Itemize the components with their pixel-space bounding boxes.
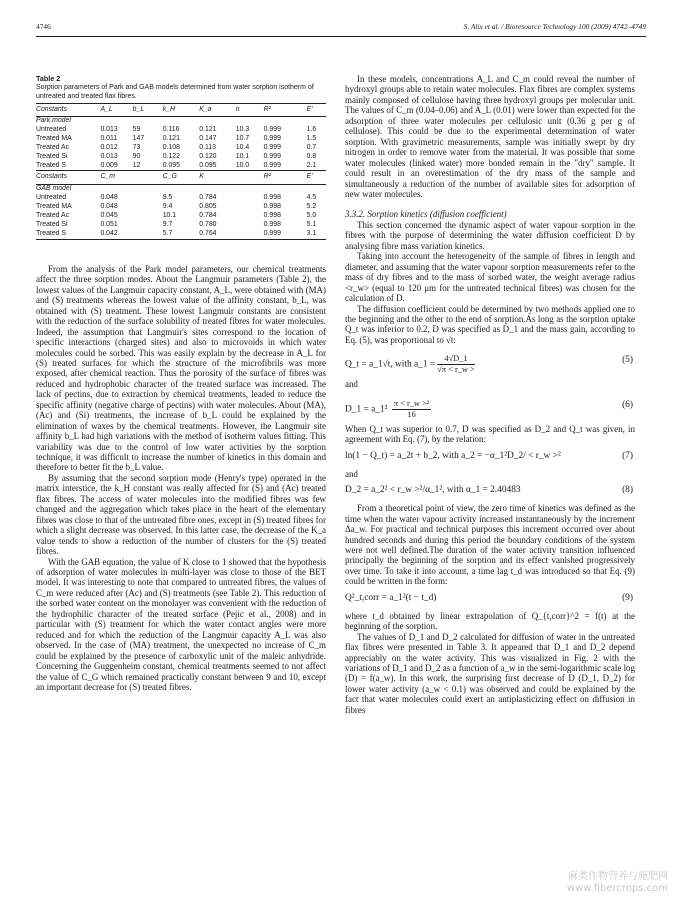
body-paragraph: This section concerned the dynamic aspect of water vapour sorption in the fibres with the purpose of determining the water diffusion coefficient D by analysing fibre mass variation kinetics. [345,219,635,251]
fraction-denominator: √π < r_w > [437,365,475,375]
model-label: Park model [36,117,71,124]
table-cell: Untreated [36,194,67,202]
equation-text: ln(1 − Q_t) = a_2t + b_2, with a_2 = −α_1²D_2/ < r_w >² [345,450,561,461]
table-cell: 0.095 [162,161,180,169]
equation-number: (8) [622,485,633,496]
table-row [36,194,326,203]
connector-word: and [345,379,358,390]
table-cell: Treated Si [36,152,68,160]
table-cell: 0.764 [199,230,263,239]
table-row [36,230,326,239]
header-rule [36,36,646,37]
park-header-row [36,104,326,117]
equation-text: Q²_t,corr = a_1²(t − t_d) [345,592,437,603]
table-header-cell: K [199,171,263,185]
table-cell: 0.147 [199,134,217,142]
table-cell: 0.051 [100,221,118,229]
table-cell: 0.048 [100,194,118,202]
table-cell: 0.012 [100,143,118,151]
equation-lhs: Q_t = a_1√t, with a_1 = [345,359,436,370]
table-header-cell: K_a [199,104,236,117]
table-row [36,221,326,230]
table-cell: 0.121 [199,125,217,133]
equation-9 [345,587,635,611]
table-row [36,212,326,221]
table-row [36,203,326,212]
table-header-cell: E' [307,171,326,185]
table-row [36,135,326,144]
table-cell: 0.999 [263,125,281,133]
table-row [36,153,326,162]
body-paragraph: The values of D_1 and D_2 calculated for diffusion of water in the untreated flax fibres were presented in Table 3. It appeared that D_1 and D_2 depend appreciably on the water activity. This was visualized in Fig. 2 with the variations of D_1 and D_2 as a function of a_w in the semi-logarithmic scale log (D) = f(a_w). In this work, the surprising first decrease of D (D_1, D_2) for lower water activity (a_w < 0.1) was observed and could be explained by the fact that water molecules could exert an antiplasticizing effect on diffusion in fibres [345,631,635,715]
table-cell: 0.116 [162,125,180,133]
table-header-cell: C_G [163,171,200,185]
table-cell: Treated S [36,161,67,169]
equation-8 [345,479,635,503]
table-cell: 90 [132,152,141,160]
table-cell: 0.999 [263,161,281,169]
table-cell: Treated MA [36,203,72,211]
table-header-cell: Constants [36,171,100,185]
table-cell: 5.7 [163,230,200,239]
table-cell: 10.7 [235,134,250,142]
table-cell: 0.048 [100,203,118,211]
table-header-cell: E' [307,104,326,117]
table-cell: 59 [132,125,141,133]
fraction-numerator: π < r_w >² [393,398,430,408]
connector-word: and [345,468,358,479]
body-paragraph: where t_d obtained by linear extrapolation of Q_{t,corr}^2 = f(t) at the beginning of the sorption. [345,610,635,632]
table-cell: 0.998 [263,194,281,202]
table-header-cell: Constants [36,104,100,117]
table-cell: 3.1 [307,230,326,239]
table-cell: 1.5 [306,134,317,142]
page-number: 4746 [36,22,51,31]
table-cell: 9.4 [162,203,173,211]
table-cell: 1.6 [306,125,317,133]
table-cell: 0.805 [199,203,217,211]
table-cell: 5.2 [306,203,317,211]
table-cell: Treated MA [36,134,72,142]
table-cell: 0.8 [306,152,317,160]
table-cell: 12 [132,161,141,169]
fraction-numerator: 4√D_1 [437,354,475,365]
table-cell: 0.120 [199,152,217,160]
table-cell: 0.780 [199,221,217,229]
table-title: Table 2 [36,74,61,83]
equation-number: (5) [622,355,633,366]
table-cell: 0.784 [199,212,217,220]
journal-citation: S. Alix et al. / Bioresource Technology 100 (2009) 4742–4749 [463,22,646,31]
table-cell: 10.4 [235,143,250,151]
table-cell: 0.013 [100,152,118,160]
table-cell: 0.122 [162,152,180,160]
table-cell: Untreated [36,125,67,133]
equation-5 [345,345,635,379]
table-cell: 0.009 [100,161,118,169]
table-header-cell: A_L [100,104,132,117]
table-header-cell: n [236,104,264,117]
table-cell: 0.011 [100,134,118,142]
body-paragraph: When Q_t was superior to 0.7, D was specified as D_2 and Q_t was given, in agreement with Eq. (7), by the relation: [345,423,635,445]
table-cell: 0.998 [263,221,281,229]
table-row [36,144,326,153]
table-cell: Treated Si [36,221,68,229]
table-cell: 147 [132,134,145,142]
table-cell: 0.095 [199,161,217,169]
table-cell: 73 [132,143,141,151]
table-cell: 5.0 [306,212,317,220]
table-cell: 9.5 [162,194,173,202]
table-cell: 2.1 [306,161,317,169]
table-header-cell: k_H [163,104,200,117]
table-cell: 0.999 [263,134,281,142]
table-cell: 0.113 [199,143,216,151]
body-paragraph: With the GAB equation, the value of K close to 1 showed that the hypothesis of adsorption of water molecules in multi-layer was close to those of the BET model. It was interesting to note that compared to untreated fibres, the values of C_m were reduced after (Ac) and (S) treatments (see Table 2). This reduction of the sorbed water content on the monolayer was convenient with the reduction of the hydrophilic character of the treated surface (Pejic et al., 2008) and in particular with (S) treatment for which the water contact angles were more reduced and for which the reduction of the Langmuir capacity A_L was also observed. In the case of (MA) treatment, the unexpected no increase of C_m could be explained by the presence of carboxylic unit of the maleic anhydride. Concerning the Guggenheim constant, chemical treatments seemed to not affect the value of C_G which remained practically constant between 9 and 10, except an important decrease for (S) treated fibres. [36,556,326,692]
left-column [36,74,326,692]
table-cell: 4.5 [306,194,317,202]
body-paragraph: In these models, concentrations A_L and C_m could reveal the number of hydroxyl groups able to retain water molecules. Flax fibres are complex systems mainly composed of cellulose having three hydroxyl groups per molecular unit. The values of C_m (0.04–0.06) and A_L (0.01) were lower than expected for the adsorption of three water molecules per cellulosic unit (0.36 g per g of cellulose). This could be due to the experimental determination of water sorption. With gravimetric measurements, sample was initially swept by dry nitrogen in order to remove water from the material. It was possible that some water molecules (linked water) more bonded remain in the "dry" sample. It could result in an overestimation of the dry mass of the sample and simultaneously a reduction of the number of available sites for adsorption of new water molecules. [345,74,635,199]
table-header-cell: b_L [133,104,163,117]
right-column [345,74,635,715]
table-caption: Sorption parameters of Park and GAB models determined from water sorption isotherm of untreated and treated flax fibres. [36,84,314,100]
table-cell: 0.999 [263,143,281,151]
table-cell: 0.999 [264,230,307,239]
table-header-cell: R² [264,171,307,185]
running-header [36,22,646,34]
body-paragraph: From a theoretical point of view, the zero time of kinetics was defined as the time when the water vapour activity increased instantaneously by the increment Δa_w. For practical and technical purposes this increment occurred over about hundred seconds and during this period the boundary conditions of the system were not well defined.The duration of the water activity transition influenced principally the beginning of the sorption and its effect vanished progressively over time. To take it into account, a time lag t_d was introduced so that Eq. (9) could be written in the form: [345,503,635,587]
table-cell: 0.108 [162,143,180,151]
table-header-cell: C_m [100,171,162,185]
equation-lhs: D_1 = a_1² [345,404,390,415]
table-row [36,126,326,135]
table-cell: Treated Ac [36,212,70,220]
table-cell: Treated Ac [36,143,70,151]
equation-fraction [437,354,475,375]
table-row [36,162,326,171]
table-cell: 0.042 [100,230,162,239]
table-cell: 0.998 [263,203,281,211]
table-cell: 0.784 [199,194,217,202]
equation-7 [345,445,635,469]
table-cell: 10.0 [235,161,250,169]
table-cell: 0.045 [100,212,118,220]
body-paragraph: Taking into account the heterogeneity of the sample of fibres in length and diameter, and assuming that the water vapour sorption measurements refer to the mass of dry fibres and to the mass of sorbed water, the weight average radius <r_w> (equal to 120 μm for the untreated technical fibres) was chosen for the calculation of D. [345,251,635,304]
table-cell: 0.7 [306,143,317,151]
table-cell: 5.1 [306,221,317,229]
body-paragraph: From the analysis of the Park model parameters, our chemical treatments affect the three sorption modes. About the Langmuir parameters (Table 2), the lowest values of the Langmuir capacity constant, A_L, were obtained with (MA) and (S) treatments whereas the lowest value of the affinity constant, b_L, was obtained with (S) treatment. These lowest Langmuir constants are consistent with the reduction of the surface solubility of treated fibres for water molecules. Indeed, the assumption that Langmuir's sites correspond to the location of specific interactions (charged sites) and also to microvoids in which water molecules could be sorbed. This was easily explain by the decrease in A_L for (S) treated surfaces for which the structure of the microfibrils was more exposed, after chemical reaction. Thus the porosity of the surface of fibres was reduced and hydrophobic character of the treated surface was increased. The lack of pectins, due to extraction by chemical treatments, leaded to reduce the specific affinity (negative charge of pectins) with water molecules. About (MA), (Ac) and (Si) treatments, the increase of b_L could be explained by the elimination of waxes by the chemical treatments. However, the Langmuir site affinity b_L had high variations with the method of isotherm values fitting. This variability was due to the control of low water activities by the sorption technique, it was difficult to increase the number of kinetics in this domain and therefore to better fit the b_L value. [36,263,326,473]
table-cell: 10.1 [162,212,177,220]
table-cell: 0.121 [162,134,180,142]
park-model-label-row [36,117,326,126]
equation-text: D_2 = a_2² < r_w >²/α_1², with α_1 = 2.40483 [345,485,521,496]
watermark [567,871,668,895]
table-header-cell: R² [264,104,307,117]
table-cell: 10.1 [235,152,250,160]
table-cell: 9.7 [162,221,173,229]
fraction-denominator: 16 [407,409,416,419]
watermark-line: 麻类作物营养与施肥网 [568,871,668,882]
table-cell: 10.3 [235,125,250,133]
watermark-line: www.fibercrops.com [566,883,668,894]
section-heading: 3.3.2. Sorption kinetics (diffusion coefficient) [345,209,507,220]
equation-number: (7) [622,450,633,461]
equation-fraction [392,399,432,420]
equation-6 [345,390,635,424]
table-cell: 0.013 [100,125,118,133]
sorption-parameters-table [36,103,326,240]
equation-number: (6) [622,399,633,410]
equation-number: (9) [622,592,633,603]
gab-model-label-row [36,185,326,194]
body-paragraph: By assuming that the second sorption mode (Henry's type) operated in the matrix interstice, the k_H constant was really affected for (S) and (Ac) treated flax fibres. The access of water molecules into the modified fibres was few changed and the aggregation which takes place in the heart of the elementary fibres was close to that of the untreated fibre ones, except in (S) treated fibres for which a slight decrease was observed. In this latter case, the decrease of the K_a value tends to show a reduction of the number of clusters for the (S) treated fibres. [36,472,326,557]
table-cell: 0.998 [263,212,281,220]
model-label: GAB model [36,185,72,193]
table-cell: 0.999 [263,152,281,160]
table-cell: Treated S [36,230,100,239]
body-paragraph: The diffusion coefficient could be determined by two methods applied one to the beginning and the other to the end of sorption.As long as the sorption uptake Q_t was inferior to 0.2, D was specified as D_1 and the mass gain, according to Eq. (5), was proportional to √t: [345,303,635,345]
gab-header-row [36,171,326,185]
